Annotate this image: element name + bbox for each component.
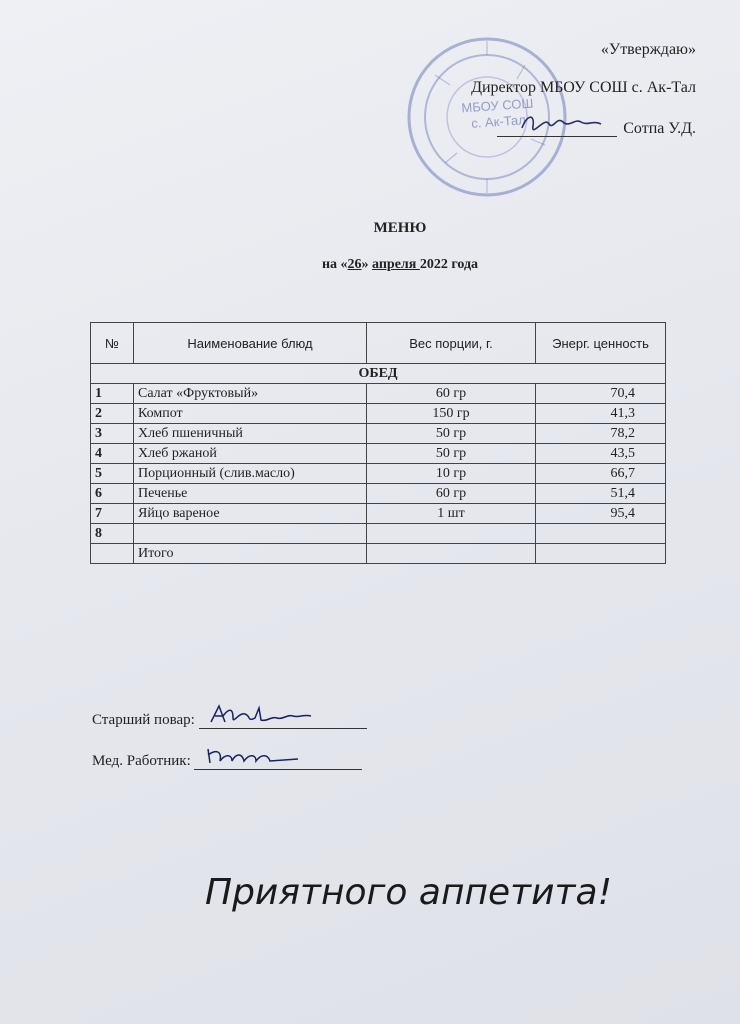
row-number: 5 xyxy=(91,464,134,484)
table-row xyxy=(91,404,666,424)
cook-signature-scribble xyxy=(207,702,327,728)
header-energy: Энерг. ценность xyxy=(536,323,666,364)
menu-date xyxy=(0,257,740,273)
row-weight: 1 шт xyxy=(367,504,536,524)
date-suffix: 2022 года xyxy=(419,257,479,272)
row-number: 8 xyxy=(91,524,134,544)
row-dish-name: Яйцо вареное xyxy=(134,504,367,524)
row-dish-name xyxy=(134,524,367,544)
row-weight: 60 гр xyxy=(367,484,536,504)
table-row xyxy=(91,444,666,464)
row-weight: 50 гр xyxy=(367,424,536,444)
row-weight: 50 гр xyxy=(367,444,536,464)
table-header-row xyxy=(91,323,666,364)
row-number: 1 xyxy=(91,384,134,404)
director-signature xyxy=(497,118,617,137)
table-section-row xyxy=(91,364,666,384)
date-prefix: на « xyxy=(321,257,348,272)
row-energy xyxy=(536,524,666,544)
footer-greeting: Приятного аппетита! xyxy=(205,872,613,913)
row-number: 4 xyxy=(91,444,134,464)
section-label: ОБЕД xyxy=(91,364,666,384)
row-dish-name: Хлеб пшеничный xyxy=(134,424,367,444)
row-dish-name: Хлеб ржаной xyxy=(134,444,367,464)
stamp-text: МБОУ СОШ с. Ак-Тал xyxy=(460,95,534,131)
menu-heading: МЕНЮ xyxy=(373,220,427,236)
med-signature-scribble xyxy=(202,743,312,769)
row-dish-name: Порционный (слив.масло) xyxy=(134,464,367,484)
date-month: апреля xyxy=(372,257,420,272)
row-weight: 10 гр xyxy=(367,464,536,484)
cook-signature-row xyxy=(92,712,367,729)
approval-position: Директор МБОУ СОШ с. Ак-Тал xyxy=(471,79,696,96)
approval-heading: «Утверждаю» xyxy=(600,41,696,58)
total-label: Итого xyxy=(134,544,367,564)
header-number: № xyxy=(91,323,134,364)
row-weight: 60 гр xyxy=(367,384,536,404)
row-number: 3 xyxy=(91,424,134,444)
row-energy: 70,4 xyxy=(536,384,666,404)
row-number: 6 xyxy=(91,484,134,504)
row-dish-name: Компот xyxy=(134,404,367,424)
date-day: 26 xyxy=(347,257,362,272)
row-weight xyxy=(367,524,536,544)
approval-block xyxy=(471,42,696,156)
cook-label: Старший повар: xyxy=(92,712,199,728)
row-energy: 43,5 xyxy=(536,444,666,464)
header-dish: Наименование блюд xyxy=(134,323,367,364)
table-row xyxy=(91,464,666,484)
date-mid: » xyxy=(361,257,373,272)
table-total-row xyxy=(91,544,666,564)
row-weight: 150 гр xyxy=(367,404,536,424)
cook-signature-line xyxy=(199,712,367,729)
row-energy: 66,7 xyxy=(536,464,666,484)
row-energy: 78,2 xyxy=(536,424,666,444)
med-signature-row xyxy=(92,753,362,770)
row-energy: 51,4 xyxy=(536,484,666,504)
row-energy: 95,4 xyxy=(536,504,666,524)
table-row xyxy=(91,424,666,444)
table-row xyxy=(91,524,666,544)
approval-signature-row xyxy=(471,118,696,140)
med-signature-line xyxy=(194,753,362,770)
menu-table xyxy=(90,322,666,564)
med-label: Мед. Работник: xyxy=(92,753,195,769)
row-number: 2 xyxy=(91,404,134,424)
row-number: 7 xyxy=(91,504,134,524)
table-row xyxy=(91,484,666,504)
table-row xyxy=(91,504,666,524)
row-dish-name: Печенье xyxy=(134,484,367,504)
director-signature-scribble xyxy=(517,110,637,134)
header-weight: Вес порции, г. xyxy=(367,323,536,364)
row-dish-name: Салат «Фруктовый» xyxy=(134,384,367,404)
row-energy: 41,3 xyxy=(536,404,666,424)
director-name: Сотпа У.Д. xyxy=(623,120,696,137)
table-row xyxy=(91,384,666,404)
